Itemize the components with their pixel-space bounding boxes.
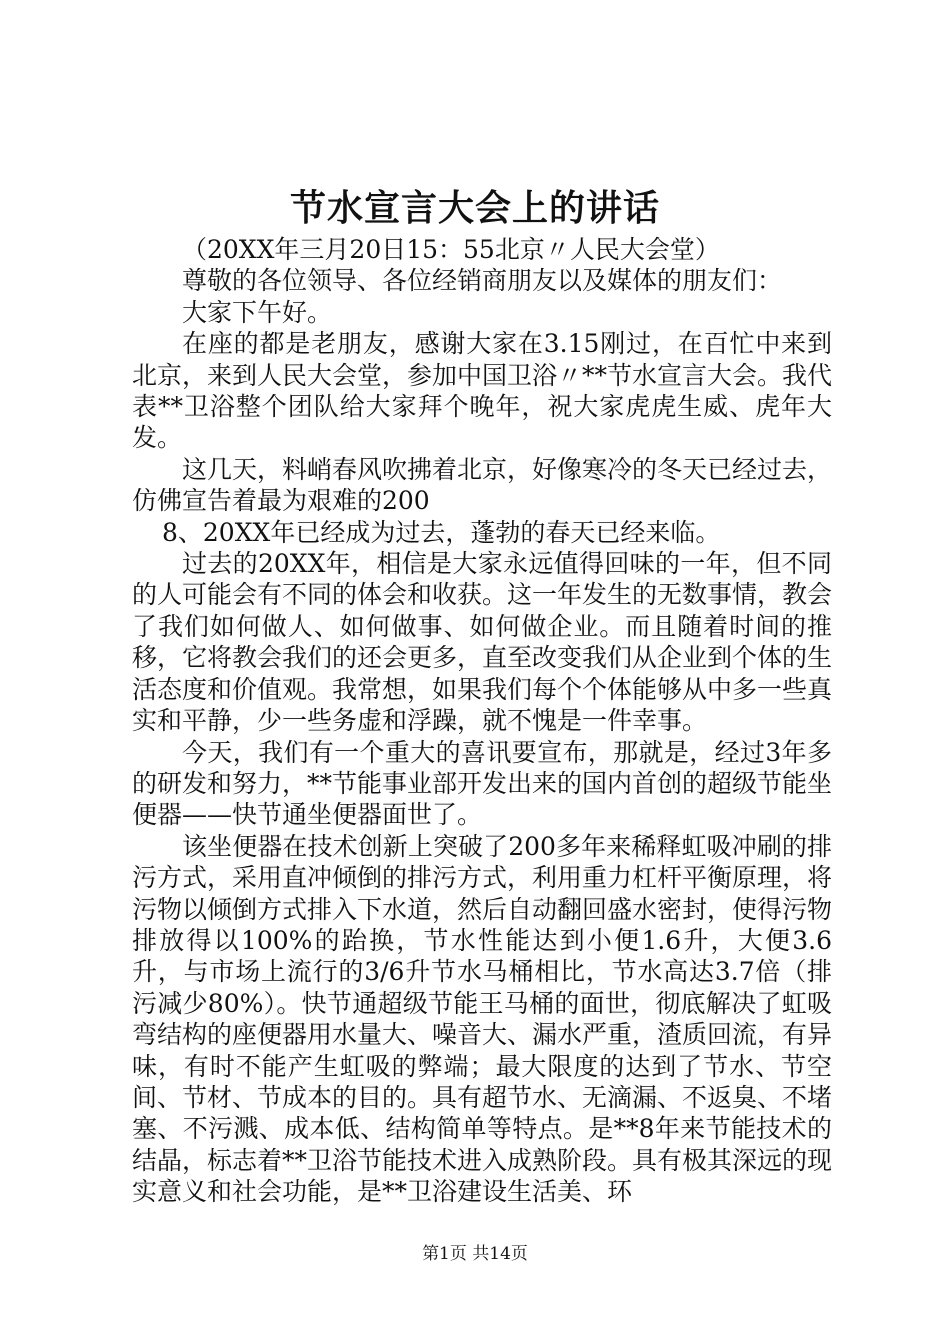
document-title: 节水宣言大会上的讲话 xyxy=(289,187,660,229)
document-body xyxy=(132,234,832,1208)
body-paragraph: 这几天，料峭春风吹拂着北京，好像寒冷的冬天已经过去，仿佛宣告着最为艰难的200 xyxy=(132,454,833,516)
body-paragraph: 该坐便器在技术创新上突破了200多年来稀释虹吸冲刷的排污方式，采用直冲倾倒的排污方式，利用重力杠杆平衡原理，将污物以倾倒方式排入下水道，然后自动翻回盛水密封，使得污物排放得以100%的跆换，节水性能达到小便1.6升，大便3.6升，与市场上流行的3/6升节水马桶相比，节水高达3.7倍（排污减少80%）。快节通超级节能王马桶的面世，彻底解决了虹吸弯结构的座便器用水量大、噪音大、漏水严重，渣质回流，有异味，有时不能产生虹吸的弊端；最大限度的达到了节水、节空间、节材、节成本的目的。具有超节水、无滴漏、不返臭、不堵塞、不污溅、成本低、结构简单等特点。是**8年来节能技术的结晶，标志着**卫浴节能技术进入成熟阶段。具有极其深远的现实意义和社会功能，是**卫浴建设生活美、环 xyxy=(132,831,833,1207)
salutation-paragraph: 尊敬的各位领导、各位经销商朋友以及媒体的朋友们： xyxy=(182,266,783,296)
date-location-line: （20XX年三月20日15：55北京〃人民大会堂） xyxy=(182,235,720,264)
body-paragraph: 8、20XX年已经成为过去，蓬勃的春天已经来临。 xyxy=(162,517,721,547)
body-paragraph: 过去的20XX年，相信是大家永远值得回味的一年，但不同的人可能会有不同的体会和收获。这一年发生的无数事情，教会了我们如何做人、如何做事、如何做企业。而且随着时间的推移，它将教会我们的还会更多，直至改变我们从企业到个体的生活态度和价值观。我常想，如果我们每个个体能够从中多一些真实和平静，少一些务虚和浮躁，就不愧是一件幸事。 xyxy=(132,549,833,736)
page-number-footer: 第1页 共14页 xyxy=(422,1244,528,1264)
greeting-paragraph: 大家下午好。 xyxy=(182,297,333,327)
body-paragraph: 今天，我们有一个重大的喜讯要宣布，那就是，经过3年多的研发和努力，**节能事业部开发出来的国内首创的超级节能坐便器——快节通坐便器面世了。 xyxy=(132,737,833,830)
body-paragraph: 在座的都是老朋友，感谢大家在3.15刚过，在百忙中来到北京，来到人民大会堂，参加中国卫浴〃**节水宣言大会。我代表**卫浴整个团队给大家拜个晚年，祝大家虎虎生威、虎年大发。 xyxy=(132,329,833,453)
